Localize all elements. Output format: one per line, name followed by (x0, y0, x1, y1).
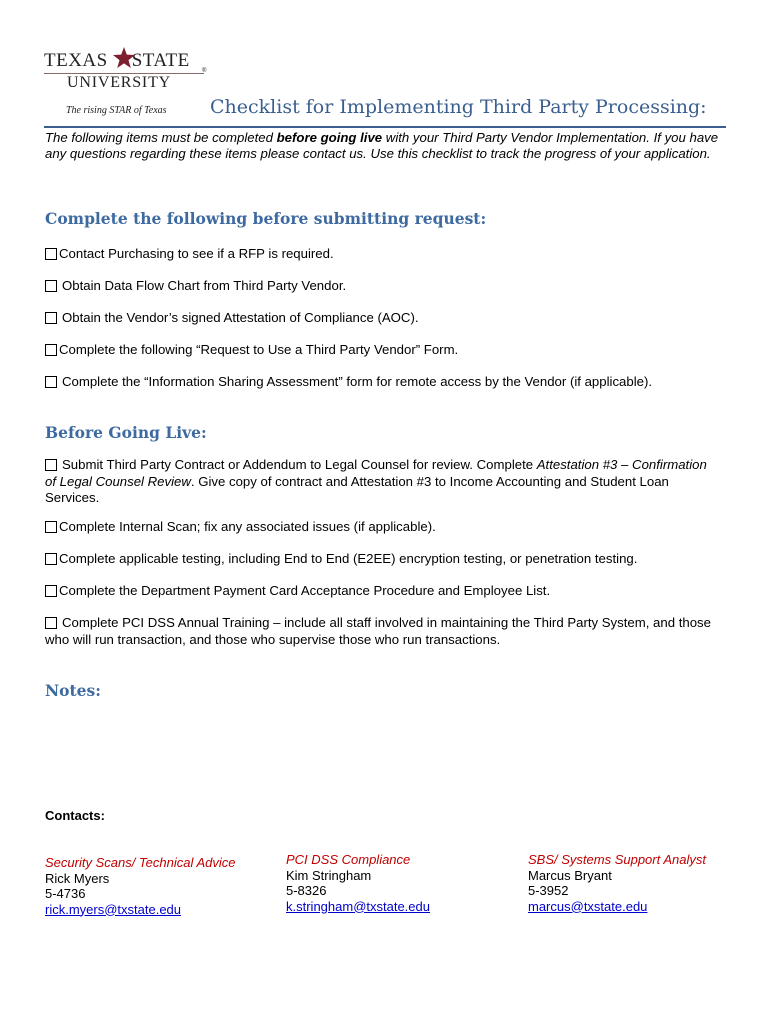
notes-heading: Notes: (45, 681, 101, 700)
checklist-item (45, 246, 715, 263)
contact-name: Marcus Bryant (528, 867, 612, 883)
contact-card (286, 852, 430, 914)
checkbox[interactable] (45, 248, 57, 260)
checklist-item (45, 278, 715, 295)
checkbox[interactable] (45, 312, 57, 324)
checklist-item (45, 583, 715, 600)
checkbox[interactable] (45, 459, 57, 471)
checkbox[interactable] (45, 585, 57, 597)
checkbox[interactable] (45, 553, 57, 565)
checklist-item (45, 551, 715, 568)
checklist-item-text: . Give copy of contract and Attestation #3 to Income Accounting and Student Loan Services. (45, 473, 669, 505)
checkbox[interactable] (45, 521, 57, 533)
title-divider (44, 126, 726, 128)
checklist-item-label: Contact Purchasing to see if a RFP is required. (59, 246, 334, 261)
star-icon (112, 46, 136, 70)
checkbox[interactable] (45, 344, 57, 356)
attestation-reference: Attestation #3 – Confirmation of Legal Counsel Review (45, 457, 707, 489)
contact-phone: 5-3952 (528, 883, 569, 898)
section-heading-before-request: Complete the following before submitting request: (45, 209, 487, 228)
checklist-item-label: Complete Internal Scan; fix any associated issues (if applicable). (59, 519, 436, 534)
checkbox[interactable] (45, 280, 57, 292)
contact-name: Rick Myers (45, 870, 110, 886)
contact-email-link[interactable]: k.stringham@txstate.edu (286, 898, 430, 914)
checklist-item-label: Complete applicable testing, including End to End (E2EE) encryption testing, or penetration testing. (59, 551, 638, 566)
contacts-label: Contacts: (45, 808, 105, 823)
logo-word-state: STATE (131, 50, 190, 71)
checklist-item-label: Obtain Data Flow Chart from Third Party Vendor. (62, 278, 347, 293)
contact-phone: 5-4736 (45, 886, 86, 901)
registered-mark: ® (202, 68, 207, 74)
checkbox[interactable] (45, 376, 57, 388)
contact-email-link[interactable]: marcus@txstate.edu (528, 898, 648, 914)
checklist-item-label: Complete the following “Request to Use a Third Party Vendor” Form. (59, 342, 459, 357)
checklist-item (45, 342, 715, 359)
contact-phone: 5-8326 (286, 883, 327, 898)
checklist-item-label: Complete PCI DSS Annual Training – include all staff involved in maintaining the Third Party System, and those who will run transaction, and those who supervise those who run transactions. (45, 615, 711, 647)
logo-word-texas: TEXAS (44, 50, 108, 71)
checklist-item-label: Obtain the Vendor’s signed Attestation of Compliance (AOC). (62, 310, 419, 325)
contact-role: SBS/ Systems Support Analyst (528, 852, 706, 867)
contact-card (528, 852, 706, 914)
contact-email-link[interactable]: rick.myers@txstate.edu (45, 901, 182, 917)
contact-role: Security Scans/ Technical Advice (45, 855, 236, 870)
intro-text-after: with your Third Party Vendor Implementation. If you have any questions regarding these items please contact us. Use this checklist to track the progress of your application. (45, 130, 719, 161)
checklist-item-label: Complete the Department Payment Card Acceptance Procedure and Employee List. (59, 583, 551, 598)
university-logo (44, 46, 214, 120)
checklist-item-label: Complete the “Information Sharing Assessment” form for remote access by the Vendor (if applicable). (62, 374, 653, 389)
section-heading-before-going-live: Before Going Live: (45, 423, 207, 442)
intro-paragraph (45, 130, 730, 162)
contact-card (45, 855, 236, 917)
checklist-item (45, 457, 715, 507)
page-title: Checklist for Implementing Third Party Processing: (210, 96, 707, 118)
checklist-item (45, 374, 715, 391)
checklist-item (45, 615, 715, 648)
contact-name: Kim Stringham (286, 867, 372, 883)
checklist-item (45, 310, 715, 327)
logo-tagline: The rising STAR of Texas (66, 105, 167, 116)
checkbox[interactable] (45, 617, 57, 629)
intro-text-before: The following items must be completed (45, 130, 277, 145)
intro-emphasis: before going live (276, 130, 383, 145)
logo-university: UNIVERSITY (67, 74, 171, 91)
contact-role: PCI DSS Compliance (286, 852, 411, 867)
checklist-item-text: Submit Third Party Contract or Addendum to Legal Counsel for review. Complete (62, 457, 537, 472)
checklist-item (45, 519, 715, 536)
